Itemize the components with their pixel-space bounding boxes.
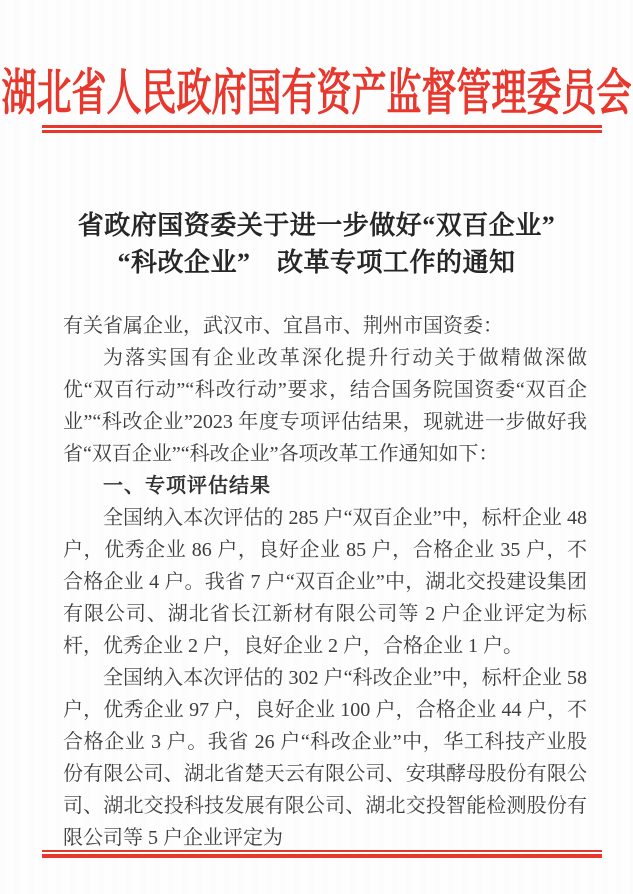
document-title	[0, 207, 633, 281]
salutation: 有关省属企业，武汉市、宜昌市、荆州市国资委：	[63, 315, 503, 337]
paragraph-shuangbai-evaluation: 全国纳入本次评估的 285 户“双百企业”中，标杆企业 48 户，优秀企业 86 户，良好企业 85 户，合格企业 35 户，不合格企业 4 户。我省 7 户“双百企业”中，湖北交投建设集团有限公司、湖北省长江新材有限公司等 2 户企业评定为标杆，优秀企业 2 户，良好企业 2 户，合格企业 1 户。	[63, 507, 587, 657]
letterhead-divider	[42, 125, 602, 133]
section-1-heading: 一、专项评估结果	[103, 475, 271, 497]
letterhead-agency-name: 湖北省人民政府国有资产监督管理委员会	[1, 65, 632, 121]
document-title-line-1: 省政府国资委关于进一步做好“双百企业”	[77, 211, 556, 240]
document-title-line-2: “科改企业” 改革专项工作的通知	[117, 248, 516, 277]
footer-divider	[42, 850, 602, 858]
document-body	[63, 310, 587, 854]
paragraph-kegai-evaluation: 全国纳入本次评估的 302 户“科改企业”中，标杆企业 58 户，优秀企业 97 户，良好企业 100 户，合格企业 44 户，不合格企业 3 户。我省 26 户“科改企业”中，华工科技产业股份有限公司、湖北省楚天云有限公司、安琪酵母股份有限公司、湖北交投科技发展有限公司、湖北交投智能检测股份有限公司等 5 户企业评定为	[63, 667, 587, 849]
opening-paragraph: 为落实国有企业改革深化提升行动关于做精做深做优“双百行动”“科改行动”要求，结合国务院国资委“双百企业”“科改企业”2023 年度专项评估结果，现就进一步做好我省“双百企业”“科改企业”各项改革工作通知如下：	[63, 347, 587, 465]
